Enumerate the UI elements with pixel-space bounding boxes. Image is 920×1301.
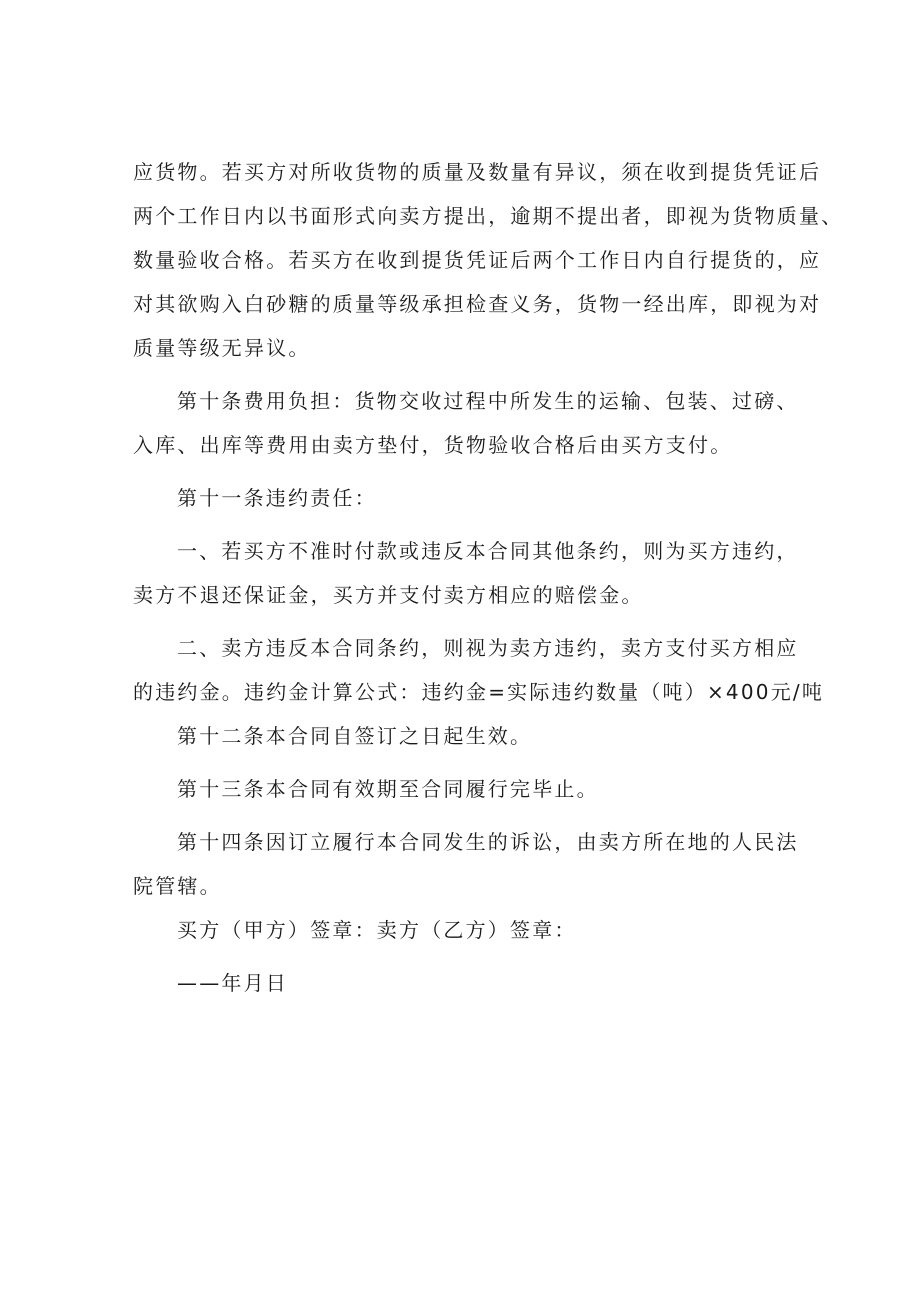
- date-line: ——年月日: [177, 971, 288, 995]
- text-line: 数量验收合格。若买方在收到提货凭证后两个工作日内自行提货的，应: [133, 248, 822, 272]
- article-13-line: 第十三条本合同有效期至合同履行完毕止。: [177, 777, 599, 801]
- text-line: 卖方不退还保证金，买方并支付卖方相应的赔偿金。: [133, 583, 644, 607]
- text-line: 应货物。若买方对所收货物的质量及数量有异议，须在收到提货凭证后: [133, 160, 822, 184]
- text-line: 的违约金。违约金计算公式：违约金=实际违约数量（吨）×400元/吨: [133, 680, 825, 704]
- article-11-heading: 第十一条违约责任：: [177, 486, 377, 510]
- text-line: 两个工作日内以书面形式向卖方提出，逾期不提出者，即视为货物质量、: [133, 204, 844, 228]
- contract-page: [133, 150, 844, 1005]
- signature-line: 买方（甲方）签章：卖方（乙方）签章：: [177, 918, 577, 942]
- clause-1-line: 一、若买方不准时付款或违反本合同其他条约，则为买方违约，: [177, 539, 799, 563]
- article-12-line: 第十二条本合同自签订之日起生效。: [177, 724, 533, 748]
- text-line: 入库、出库等费用由卖方垫付，货物验收合格后由买方支付。: [133, 433, 733, 457]
- text-line: 院管辖。: [133, 874, 222, 898]
- article-10-line: 第十条费用负担：货物交收过程中所发生的运输、包装、过磅、: [177, 389, 799, 413]
- text-line: 对其欲购入白砂糖的质量等级承担检查义务，货物一经出库，即视为对: [133, 292, 822, 316]
- article-14-line: 第十四条因订立履行本合同发生的诉讼，由卖方所在地的人民法: [177, 830, 799, 854]
- clause-2-line: 二、卖方违反本合同条约，则视为卖方违约，卖方支付买方相应: [177, 636, 799, 660]
- text-line: 质量等级无异议。: [133, 336, 311, 360]
